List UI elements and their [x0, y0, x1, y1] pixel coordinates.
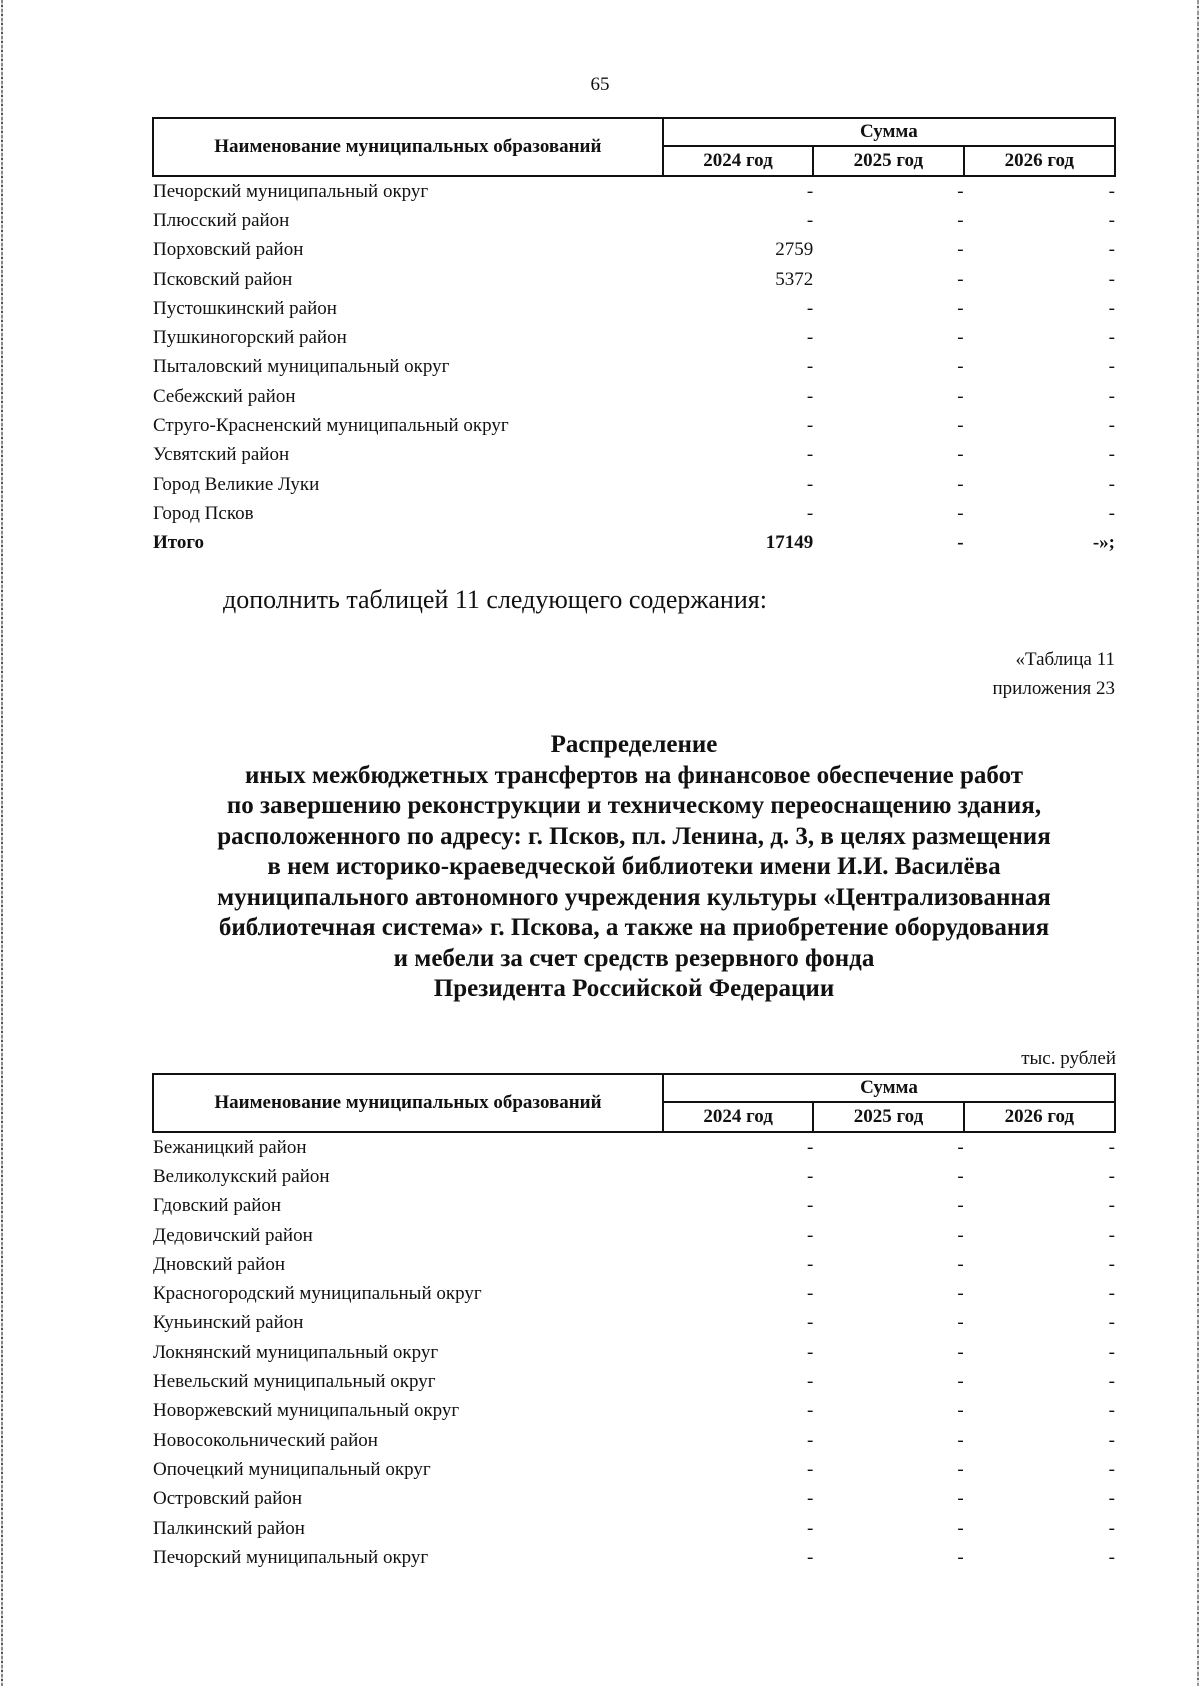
value-2025: - — [957, 1253, 964, 1275]
table-row — [153, 1455, 1115, 1484]
value-2025: - — [957, 1283, 964, 1305]
value-2024: - — [806, 1429, 814, 1451]
municipality-name: Великолукский район — [153, 1165, 330, 1187]
table-row — [153, 1221, 1115, 1250]
value-2024: - — [806, 1165, 814, 1187]
value-2024: - — [806, 502, 814, 524]
table-row — [153, 294, 1115, 323]
table-row — [153, 206, 1115, 235]
municipality-name: Бежаницкий район — [153, 1136, 307, 1158]
value-2025: - — [957, 1429, 964, 1451]
value-2026: - — [1108, 1400, 1115, 1422]
value-2026: - — [1108, 327, 1115, 349]
value-2024: - — [806, 1195, 814, 1217]
value-2026: - — [1108, 180, 1115, 202]
column-header-name: Наименование муниципальных образований — [153, 118, 663, 176]
value-2026: - — [1108, 1195, 1115, 1217]
municipality-name: Плюсский район — [153, 209, 290, 231]
table-row — [153, 1543, 1115, 1572]
title-line: и мебели за счет средств резервного фонда — [393, 944, 875, 972]
value-2024: - — [806, 297, 814, 319]
table-label-number: «Таблица 11 — [1015, 649, 1115, 670]
municipality-name: Город Великие Луки — [153, 473, 320, 495]
column-group-sum: Сумма — [663, 1074, 1115, 1102]
value-2024: - — [806, 1517, 814, 1539]
value-2026: - — [1108, 1488, 1115, 1510]
value-2025: - — [957, 1371, 964, 1393]
column-header-2024: 2024 год — [663, 1102, 813, 1132]
previous-table-body — [153, 176, 1115, 558]
value-2025: - — [957, 1195, 964, 1217]
value-2026: - — [1108, 1429, 1115, 1451]
table-row — [153, 470, 1115, 499]
table-row — [153, 1397, 1115, 1426]
title-line: муниципального автономного учреждения культуры «Централизованная — [217, 883, 1051, 911]
value-2026: - — [1108, 1517, 1115, 1539]
table-row — [153, 176, 1115, 206]
value-2025: - — [957, 239, 964, 261]
value-2025: - — [957, 1224, 964, 1246]
title-line: в нем историко-краеведческой библиотеки имени И.И. Василёва — [267, 853, 1001, 880]
municipality-name: Гдовский район — [153, 1195, 282, 1217]
title-line: Президента Российской Федерации — [433, 975, 835, 1002]
municipality-name: Палкинский район — [153, 1517, 305, 1539]
scan-edge-right — [1197, 0, 1199, 1686]
value-2026: -»; — [1092, 532, 1115, 554]
table-row — [153, 382, 1115, 411]
value-2025: - — [957, 180, 964, 202]
value-2026: - — [1108, 1312, 1115, 1334]
table-row — [153, 236, 1115, 265]
table-row — [153, 1132, 1115, 1162]
municipality-name: Куньинский район — [153, 1312, 304, 1334]
table-row — [153, 1162, 1115, 1191]
municipality-name: Итого — [153, 532, 205, 554]
table-row — [153, 1367, 1115, 1396]
value-2025: - — [957, 502, 964, 524]
value-2025: - — [957, 1400, 964, 1422]
column-header-2026: 2026 год — [964, 146, 1115, 176]
column-header-2024: 2024 год — [663, 146, 814, 176]
value-2026: - — [1108, 1165, 1115, 1187]
value-2025: - — [957, 297, 964, 319]
municipality-name: Печорский муниципальный округ — [153, 180, 429, 202]
table-row — [153, 265, 1115, 294]
table-row — [153, 1309, 1115, 1338]
table-row — [153, 1426, 1115, 1455]
value-2024: 2759 — [775, 239, 814, 261]
table-row — [153, 1192, 1115, 1221]
value-2025: - — [957, 209, 964, 231]
value-2024: - — [806, 1546, 814, 1568]
value-2024: - — [806, 473, 814, 495]
municipality-name: Усвятский район — [153, 444, 290, 466]
municipality-name: Струго-Красненский муниципальный округ — [153, 415, 509, 437]
municipality-name: Опочецкий муниципальный округ — [153, 1458, 431, 1480]
value-2026: - — [1108, 209, 1115, 231]
value-2024: - — [806, 356, 814, 378]
value-2025: - — [957, 385, 964, 407]
table-label — [993, 645, 1115, 703]
previous-distribution-table — [152, 117, 1116, 558]
title-line: по завершению реконструкции и техническому переоснащению здания, — [226, 792, 1042, 819]
table-title — [152, 730, 1116, 1005]
value-2024: 17149 — [765, 532, 814, 554]
table-row — [153, 353, 1115, 382]
column-header-2026: 2026 год — [964, 1102, 1115, 1132]
value-2024: - — [806, 1224, 814, 1246]
value-2026: - — [1108, 1136, 1115, 1158]
municipality-name: Порховский район — [153, 239, 304, 261]
value-2026: - — [1108, 444, 1115, 466]
value-2024: - — [806, 1341, 814, 1363]
value-2024: - — [806, 209, 814, 231]
table-row — [153, 1485, 1115, 1514]
table-11 — [152, 1073, 1116, 1572]
municipality-name: Печорский муниципальный округ — [153, 1546, 429, 1568]
value-2026: - — [1108, 1341, 1115, 1363]
value-2026: - — [1108, 1546, 1115, 1568]
value-2025: - — [957, 1136, 964, 1158]
title-line: расположенного по адресу: г. Псков, пл. Ленина, д. 3, в целях размещения — [217, 822, 1051, 850]
value-2026: - — [1108, 502, 1115, 524]
amendment-instruction: дополнить таблицей 11 следующего содержания: — [223, 585, 767, 614]
value-2024: 5372 — [775, 268, 814, 290]
municipality-name: Дновский район — [153, 1253, 286, 1275]
column-header-name: Наименование муниципальных образований — [153, 1074, 663, 1132]
value-2026: - — [1108, 1224, 1115, 1246]
value-2024: - — [806, 1283, 814, 1305]
value-2025: - — [957, 1517, 964, 1539]
table-row — [153, 441, 1115, 470]
value-2025: - — [957, 444, 964, 466]
value-2024: - — [806, 1371, 814, 1393]
value-2026: - — [1108, 1253, 1115, 1275]
value-2025: - — [957, 327, 964, 349]
column-header-2025: 2025 год — [813, 146, 963, 176]
value-2025: - — [957, 356, 964, 378]
scan-edge-left — [1, 0, 3, 1686]
value-2026: - — [1108, 356, 1115, 378]
municipality-name: Красногородский муниципальный округ — [153, 1283, 482, 1305]
title-line: иных межбюджетных трансфертов на финансовое обеспечение работ — [244, 761, 1024, 789]
municipality-name: Дедовичский район — [153, 1224, 313, 1246]
units-label: тыс. рублей — [1021, 1048, 1116, 1069]
value-2025: - — [957, 1165, 964, 1187]
title-line: библиотечная система» г. Пскова, а также на приобретение оборудования — [218, 914, 1050, 941]
title-line: Распределение — [550, 731, 718, 758]
table-row — [153, 1338, 1115, 1367]
value-2024: - — [806, 444, 814, 466]
municipality-name: Пустошкинский район — [153, 297, 337, 319]
value-2024: - — [806, 1136, 814, 1158]
column-group-sum: Сумма — [663, 118, 1115, 146]
table-row — [153, 411, 1115, 440]
table-label-appendix: приложения 23 — [992, 678, 1115, 699]
value-2026: - — [1108, 415, 1115, 437]
municipality-name: Невельский муниципальный округ — [153, 1371, 436, 1393]
value-2025: - — [957, 473, 964, 495]
value-2024: - — [806, 327, 814, 349]
municipality-name: Новосокольнический район — [153, 1429, 378, 1451]
value-2025: - — [957, 532, 964, 554]
value-2025: - — [957, 1546, 964, 1568]
table-row — [153, 1279, 1115, 1308]
total-row — [153, 529, 1115, 558]
table-row — [153, 1250, 1115, 1279]
column-header-2025: 2025 год — [813, 1102, 963, 1132]
municipality-name: Город Псков — [153, 502, 254, 524]
municipality-name: Себежский район — [153, 385, 296, 407]
value-2026: - — [1108, 297, 1115, 319]
value-2024: - — [806, 1458, 814, 1480]
table-11-body — [153, 1132, 1115, 1572]
value-2024: - — [806, 1312, 814, 1334]
value-2025: - — [957, 1458, 964, 1480]
table-row — [153, 323, 1115, 352]
value-2026: - — [1108, 385, 1115, 407]
value-2025: - — [957, 1341, 964, 1363]
value-2026: - — [1108, 1283, 1115, 1305]
value-2026: - — [1108, 1371, 1115, 1393]
value-2024: - — [806, 1253, 814, 1275]
value-2026: - — [1108, 239, 1115, 261]
table-row — [153, 1514, 1115, 1543]
value-2025: - — [957, 1312, 964, 1334]
value-2024: - — [806, 180, 814, 202]
municipality-name: Пыталовский муниципальный округ — [153, 356, 450, 378]
table-row — [153, 499, 1115, 528]
value-2026: - — [1108, 268, 1115, 290]
value-2024: - — [806, 415, 814, 437]
value-2024: - — [806, 1400, 814, 1422]
municipality-name: Пушкиногорский район — [153, 327, 347, 349]
value-2025: - — [957, 268, 964, 290]
municipality-name: Островский район — [153, 1488, 303, 1510]
municipality-name: Локнянский муниципальный округ — [153, 1341, 439, 1363]
value-2025: - — [957, 415, 964, 437]
value-2024: - — [806, 385, 814, 407]
value-2024: - — [806, 1488, 814, 1510]
page-number: 65 — [590, 74, 610, 95]
value-2025: - — [957, 1488, 964, 1510]
value-2026: - — [1108, 473, 1115, 495]
municipality-name: Псковский район — [153, 268, 293, 290]
value-2026: - — [1108, 1458, 1115, 1480]
municipality-name: Новоржевский муниципальный округ — [153, 1400, 460, 1422]
